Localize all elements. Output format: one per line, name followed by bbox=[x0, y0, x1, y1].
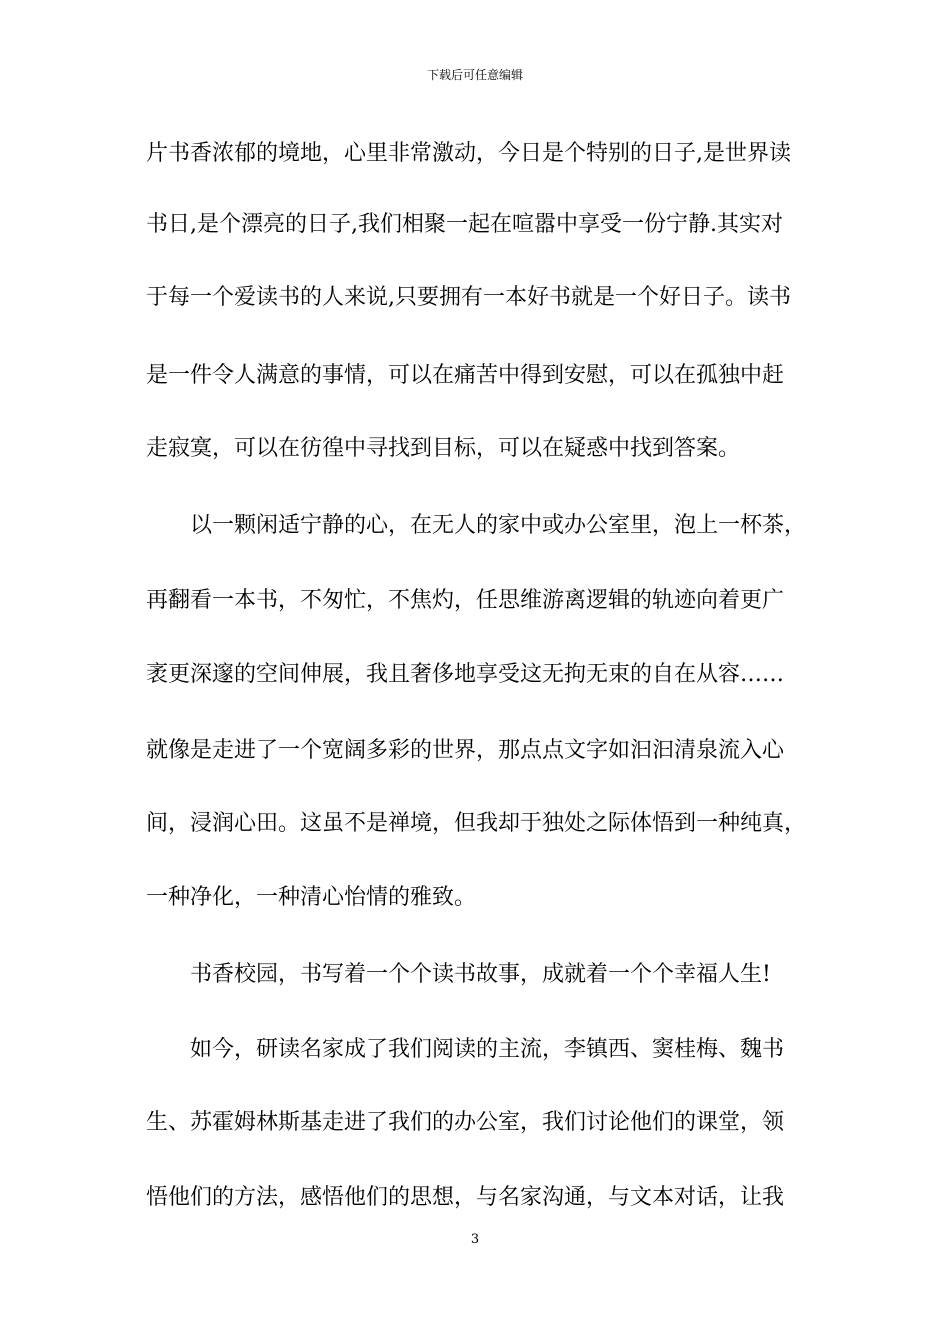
text-line: 间，浸润心田。这虽不是禅境，但我却于独处之际体悟到一种纯真， bbox=[146, 811, 807, 836]
page-number: 3 bbox=[470, 1232, 480, 1247]
text-line: 书香校园，书写着一个个读书故事，成就着一个个幸福人生! bbox=[190, 962, 771, 987]
text-line: 如今，研读名家成了我们阅读的主流，李镇西、窦桂梅、魏书 bbox=[190, 1037, 785, 1062]
text-line: 就像是走进了一个宽阔多彩的世界，那点点文字如汩汩清泉流入心 bbox=[146, 738, 785, 763]
text-line: 生、苏霍姆林斯基走进了我们的办公室，我们讨论他们的课堂，领 bbox=[146, 1110, 785, 1135]
text-line: 以一颗闲适宁静的心，在无人的家中或办公室里，泡上一杯茶， bbox=[190, 513, 807, 538]
page-header: 下载后可任意编辑 bbox=[426, 68, 523, 82]
text-line: 再翻看一本书，不匆忙，不焦灼，任思维游离逻辑的轨迹向着更广 bbox=[146, 588, 785, 613]
text-line: 袤更深邃的空间伸展，我且奢侈地享受这无拘无束的自在从容…… bbox=[146, 662, 785, 687]
text-line: 一种净化，一种清心怡情的雅致。 bbox=[146, 885, 477, 910]
text-line: 于每一个爱读书的人来说,只要拥有一本好书就是一个好日子。读书 bbox=[146, 285, 791, 310]
text-line: 片书香浓郁的境地，心里非常激动，今日是个特别的日子,是世界读 bbox=[146, 141, 791, 166]
text-line: 是一件令人满意的事情，可以在痛苦中得到安慰，可以在孤独中赶 bbox=[146, 363, 785, 388]
text-line: 悟他们的方法，感悟他们的思想，与名家沟通，与文本对话，让我 bbox=[146, 1185, 785, 1210]
text-line: 走寂寞，可以在彷徨中寻找到目标，可以在疑惑中找到答案。 bbox=[146, 436, 741, 461]
text-line: 书日,是个漂亮的日子,我们相聚一起在喧嚣中享受一份宁静.其实对 bbox=[146, 212, 783, 237]
